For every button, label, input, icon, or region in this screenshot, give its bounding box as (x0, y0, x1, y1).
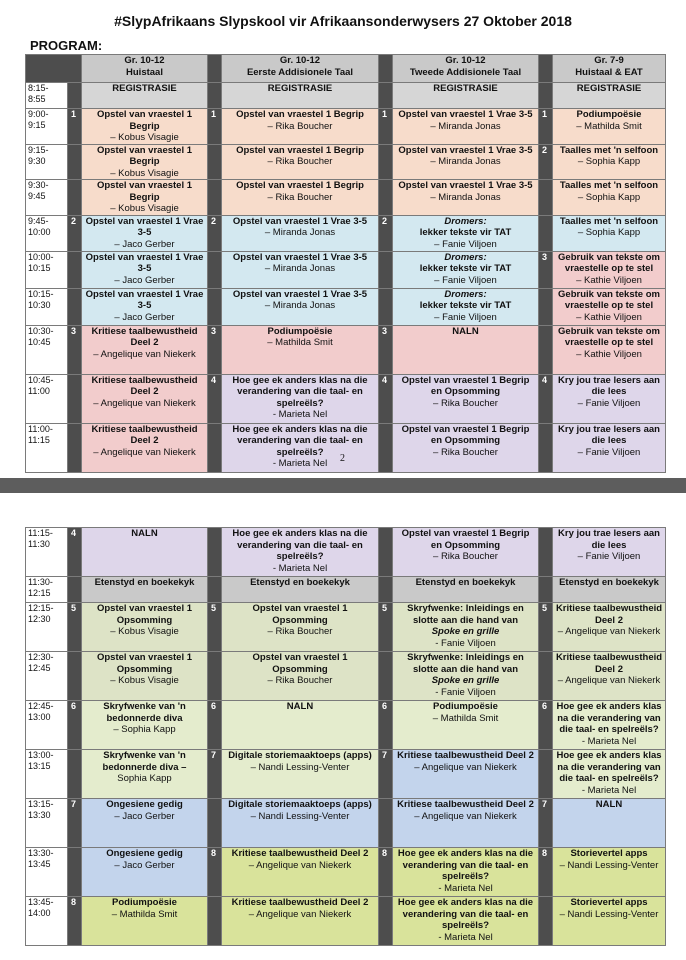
lunch-cell: Etenstyd en boekekyk (553, 577, 666, 603)
session-cell: Opstel van vraestel 1 Vrae 3-5 – Miranda Jonas (393, 144, 539, 180)
session-number: 6 (379, 701, 393, 750)
session-cell: Digitale storiemaaktoeps (apps) – Nandi Lessing-Venter (222, 799, 379, 848)
page-number: 2 (340, 453, 345, 464)
session-number: 2 (208, 215, 222, 251)
document-title: #SlypAfrikaans Slypskool vir Afrikaansonderwysers 27 Oktober 2018 (114, 13, 572, 29)
time-cell: 13:45-14:00 (26, 897, 68, 946)
session-cell: Kritiese taalbewustheid Deel 2 – Angelique van Niekerk (553, 603, 666, 652)
table-row (26, 180, 666, 216)
session-cell: Taalles met 'n selfoon – Sophia Kapp (553, 215, 666, 251)
session-cell: Opstel van vraestel 1 Begrip en Opsomming – Rika Boucher (393, 374, 539, 423)
program-label: PROGRAM: (30, 38, 103, 53)
session-cell: Hoe gee ek anders klas na die verandering van die taal- en spelreëls? - Marieta Nel (222, 528, 379, 577)
session-cell: Gebruik van tekste om vraestelle op te stel – Kathie Viljoen (553, 251, 666, 288)
session-cell: Opstel van vraestel 1 Opsomming – Kobus Visagie (82, 603, 208, 652)
table-row (26, 215, 666, 251)
session-cell: Opstel van vraestel 1 Vrae 3-5 – Jaco Gerber (82, 251, 208, 288)
session-number: 5 (379, 603, 393, 652)
session-cell: Dromers: lekker tekste vir TAT – Fanie Viljoen (393, 215, 539, 251)
session-number: 8 (68, 897, 82, 946)
session-number: 1 (379, 109, 393, 145)
session-number: 6 (208, 701, 222, 750)
session-cell: Hoe gee ek anders klas na die verandering van die taal- en spelreëls? - Marieta Nel (393, 848, 539, 897)
session-cell: Gebruik van tekste om vraestelle op te stel – Kathie Viljoen (553, 288, 666, 325)
session-cell: Storievertel apps – Nandi Lessing-Venter (553, 897, 666, 946)
session-cell: Kritiese taalbewustheid Deel 2 – Angelique van Niekerk (222, 897, 379, 946)
column-header: Gr. 10-12 Huistaal (82, 55, 208, 83)
session-cell: Podiumpoësie – Mathilda Smit (393, 701, 539, 750)
session-cell: Opstel van vraestel 1 Begrip – Rika Boucher (222, 180, 379, 216)
session-cell: Kry jou trae lesers aan die lees – Fanie Viljoen (553, 423, 666, 472)
session-cell: Dromers: lekker tekste vir TAT – Fanie Viljoen (393, 251, 539, 288)
time-cell: 13:15-13:30 (26, 799, 68, 848)
time-cell: 8:15-8:55 (26, 83, 68, 109)
session-cell: Kritiese taalbewustheid Deel 2 – Angelique van Niekerk (222, 848, 379, 897)
session-cell: Opstel van vraestel 1 Opsomming – Rika Boucher (222, 652, 379, 701)
time-cell: 10:00-10:15 (26, 251, 68, 288)
session-number: 8 (539, 848, 553, 897)
session-cell: Dromers: lekker tekste vir TAT – Fanie Viljoen (393, 288, 539, 325)
table-row (26, 701, 666, 750)
session-cell: Gebruik van tekste om vraestelle op te stel – Kathie Viljoen (553, 325, 666, 374)
session-cell: Opstel van vraestel 1 Opsomming – Rika Boucher (222, 603, 379, 652)
session-number: 5 (539, 603, 553, 652)
session-cell: Kry jou trae lesers aan die lees – Fanie Viljoen (553, 374, 666, 423)
session-cell: Taalles met 'n selfoon – Sophia Kapp (553, 144, 666, 180)
session-cell: Opstel van vraestel 1 Vrae 3-5 – Jaco Gerber (82, 215, 208, 251)
session-cell: Kritiese taalbewustheid Deel 2 – Angelique van Niekerk (82, 325, 208, 374)
header-row (26, 55, 666, 83)
session-number: 3 (539, 251, 553, 288)
time-cell: 13:00-13:15 (26, 750, 68, 799)
session-cell: Kritiese taalbewustheid Deel 2 – Angelique van Niekerk (393, 750, 539, 799)
table-row (26, 251, 666, 288)
table-row (26, 848, 666, 897)
time-cell: 11:15-11:30 (26, 528, 68, 577)
session-cell: Skryfwenke: Inleidings en slotte aan die hand van Spoke en grille - Fanie Viljoen (393, 652, 539, 701)
session-cell: Opstel van vraestel 1 Vrae 3-5 – Miranda Jonas (393, 109, 539, 145)
table-row (26, 109, 666, 145)
session-cell: Ongesiene gedig – Jaco Gerber (82, 799, 208, 848)
session-cell: Opstel van vraestel 1 Opsomming – Kobus Visagie (82, 652, 208, 701)
table-row (26, 144, 666, 180)
session-cell: Kritiese taalbewustheid Deel 2 – Angelique van Niekerk (553, 652, 666, 701)
lunch-cell: Etenstyd en boekekyk (82, 577, 208, 603)
session-cell: Digitale storiemaaktoeps (apps) – Nandi Lessing-Venter (222, 750, 379, 799)
session-number: 2 (539, 144, 553, 180)
session-cell: Taalles met 'n selfoon – Sophia Kapp (553, 180, 666, 216)
session-number: 3 (208, 325, 222, 374)
session-number: 3 (68, 325, 82, 374)
table-row (26, 750, 666, 799)
schedule-table-bottom (25, 527, 666, 946)
session-cell: Podiumpoësie – Mathilda Smit (82, 897, 208, 946)
session-cell: Opstel van vraestel 1 Vrae 3-5 – Jaco Gerber (82, 288, 208, 325)
table-row (26, 897, 666, 946)
session-cell: Kritiese taalbewustheid Deel 2 – Angelique van Niekerk (82, 423, 208, 472)
time-cell: 10:45-11:00 (26, 374, 68, 423)
table-row (26, 577, 666, 603)
time-cell: 12:45-13:00 (26, 701, 68, 750)
session-cell: Skryfwenke van 'n bedonnerde diva – Sophia Kapp (82, 701, 208, 750)
session-cell: Hoe gee ek anders klas na die verandering van die taal- en spelreëls? - Marieta Nel (393, 897, 539, 946)
session-number: 4 (539, 374, 553, 423)
session-cell: Kritiese taalbewustheid Deel 2 – Angelique van Niekerk (393, 799, 539, 848)
session-number: 6 (539, 701, 553, 750)
table-row (26, 799, 666, 848)
naln-cell: NALN (553, 799, 666, 848)
time-cell: 9:00-9:15 (26, 109, 68, 145)
time-cell: 12:15-12:30 (26, 603, 68, 652)
table-row (26, 288, 666, 325)
session-number: 7 (379, 750, 393, 799)
session-number: 2 (68, 215, 82, 251)
session-cell: Kritiese taalbewustheid Deel 2 – Angelique van Niekerk (82, 374, 208, 423)
time-cell: 9:45-10:00 (26, 215, 68, 251)
table-row (26, 603, 666, 652)
session-number: 7 (68, 799, 82, 848)
naln-cell: NALN (393, 325, 539, 374)
session-cell: Storievertel apps – Nandi Lessing-Venter (553, 848, 666, 897)
session-number: 1 (68, 109, 82, 145)
session-cell: Skryfwenke: Inleidings en slotte aan die hand van Spoke en grille - Fanie Viljoen (393, 603, 539, 652)
session-number: 7 (208, 750, 222, 799)
session-cell: Opstel van vraestel 1 Begrip – Rika Boucher (222, 109, 379, 145)
time-cell: 13:30-13:45 (26, 848, 68, 897)
column-header: Gr. 7-9 Huistaal & EAT (553, 55, 666, 83)
session-cell: Kry jou trae lesers aan die lees – Fanie Viljoen (553, 528, 666, 577)
session-number: 4 (68, 528, 82, 577)
column-header: Gr. 10-12 Eerste Addisionele Taal (222, 55, 379, 83)
session-cell: Opstel van vraestel 1 Begrip – Kobus Visagie (82, 144, 208, 180)
session-number: 8 (208, 848, 222, 897)
session-number: 2 (379, 215, 393, 251)
registration-cell: REGISTRASIE (553, 83, 666, 109)
session-cell: Opstel van vraestel 1 Vrae 3-5 – Miranda Jonas (393, 180, 539, 216)
session-number: 1 (208, 109, 222, 145)
session-number: 8 (379, 848, 393, 897)
session-cell: Opstel van vraestel 1 Begrip en Opsomming – Rika Boucher (393, 528, 539, 577)
session-number: 6 (68, 701, 82, 750)
session-cell: Hoe gee ek anders klas na die verandering van die taal- en spelreëls? - Marieta Nel (222, 423, 379, 472)
session-number: 3 (379, 325, 393, 374)
table-row (26, 83, 666, 109)
session-cell: Ongesiene gedig – Jaco Gerber (82, 848, 208, 897)
lunch-cell: Etenstyd en boekekyk (393, 577, 539, 603)
schedule-table-top (25, 54, 666, 473)
session-cell: Hoe gee ek anders klas na die verandering van die taal- en spelreëls? - Marieta Nel (553, 750, 666, 799)
session-number: 4 (379, 374, 393, 423)
page-divider (0, 478, 686, 493)
session-cell: Opstel van vraestel 1 Begrip en Opsomming – Rika Boucher (393, 423, 539, 472)
table-row (26, 528, 666, 577)
session-number: 5 (208, 603, 222, 652)
time-cell: 11:30-12:15 (26, 577, 68, 603)
session-cell: Skryfwenke van 'n bedonnerde diva – Sophia Kapp (82, 750, 208, 799)
table-row (26, 652, 666, 701)
session-cell: Opstel van vraestel 1 Begrip – Rika Boucher (222, 144, 379, 180)
registration-cell: REGISTRASIE (393, 83, 539, 109)
registration-cell: REGISTRASIE (82, 83, 208, 109)
time-cell: 10:15-10:30 (26, 288, 68, 325)
naln-cell: NALN (222, 701, 379, 750)
session-cell: Hoe gee ek anders klas na die verandering van die taal- en spelreëls? - Marieta Nel (553, 701, 666, 750)
session-cell: Opstel van vraestel 1 Vrae 3-5 – Miranda Jonas (222, 288, 379, 325)
session-cell: Opstel van vraestel 1 Vrae 3-5 – Miranda Jonas (222, 215, 379, 251)
time-cell: 10:30-10:45 (26, 325, 68, 374)
session-number: 4 (208, 374, 222, 423)
session-number: 1 (539, 109, 553, 145)
session-number: 5 (68, 603, 82, 652)
table-row (26, 423, 666, 472)
table-row (26, 325, 666, 374)
session-cell: Opstel van vraestel 1 Begrip – Kobus Visagie (82, 109, 208, 145)
time-cell: 12:30-12:45 (26, 652, 68, 701)
session-cell: Podiumpoësie – Mathilda Smit (222, 325, 379, 374)
time-cell: 11:00-11:15 (26, 423, 68, 472)
time-cell: 9:30-9:45 (26, 180, 68, 216)
session-cell: Opstel van vraestel 1 Begrip – Kobus Visagie (82, 180, 208, 216)
session-cell: Opstel van vraestel 1 Vrae 3-5 – Miranda Jonas (222, 251, 379, 288)
table-row (26, 374, 666, 423)
session-cell: Podiumpoësie – Mathilda Smit (553, 109, 666, 145)
naln-cell: NALN (82, 528, 208, 577)
session-cell: Hoe gee ek anders klas na die verandering van die taal- en spelreëls? - Marieta Nel (222, 374, 379, 423)
column-header: Gr. 10-12 Tweede Addisionele Taal (393, 55, 539, 83)
registration-cell: REGISTRASIE (222, 83, 379, 109)
session-number: 7 (539, 799, 553, 848)
lunch-cell: Etenstyd en boekekyk (222, 577, 379, 603)
time-cell: 9:15-9:30 (26, 144, 68, 180)
